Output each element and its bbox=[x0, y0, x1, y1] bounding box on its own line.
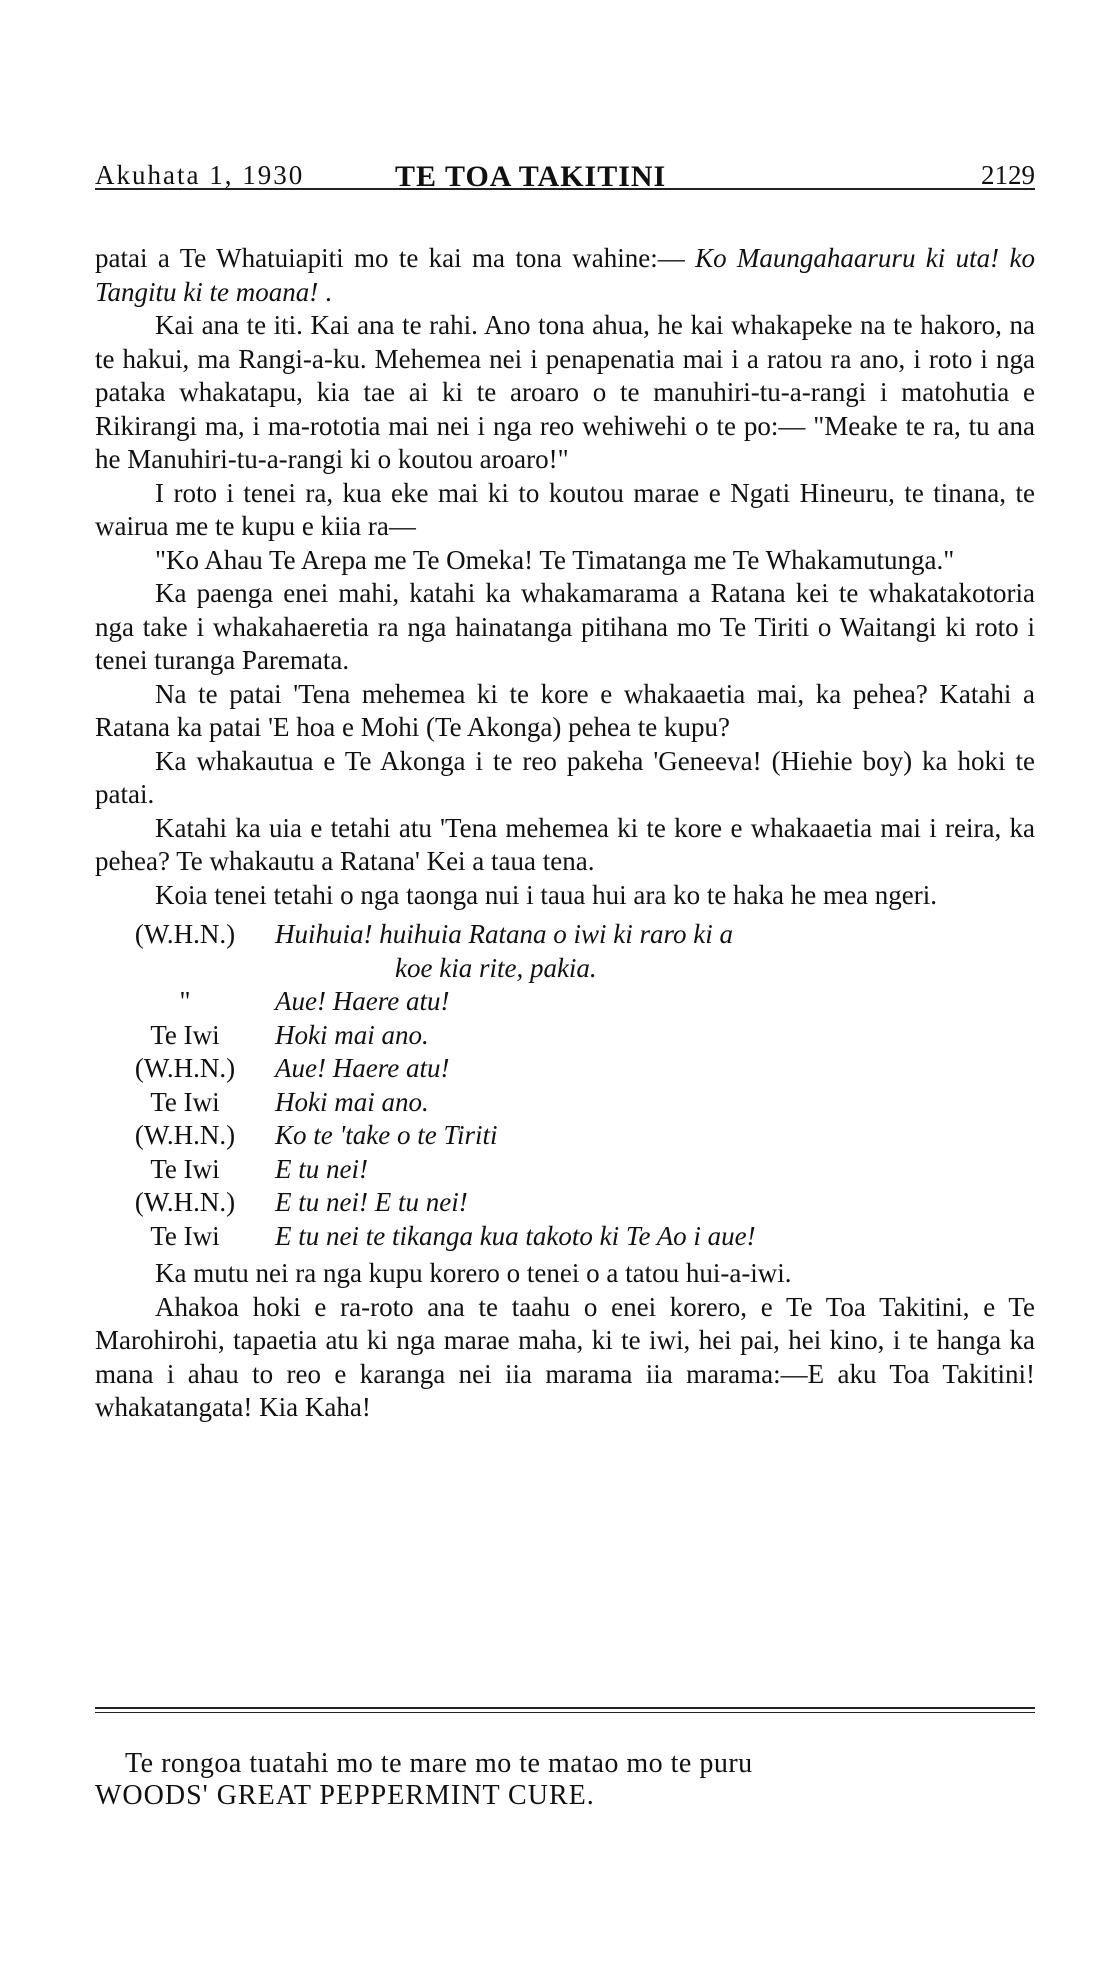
chant-line bbox=[95, 1019, 1035, 1053]
chant-line-continuation bbox=[95, 952, 1035, 986]
chant-speaker: Te Iwi bbox=[150, 1086, 220, 1117]
paragraph: Ka mutu nei ra nga kupu korero o tenei o a tatou hui-a-iwi. bbox=[155, 1258, 792, 1288]
paragraph-text: patai a Te Whatuiapiti mo te kai ma tona wahine:— bbox=[95, 243, 696, 273]
chant-text: Aue! Haere atu! bbox=[275, 1053, 450, 1083]
paragraph: Kai ana te iti. Kai ana te rahi. Ano tona ahua, he kai whakapeke na te hakoro, na te hakui, ma Rangi-a-ku. Mehemea nei i penapenatia mai i a ratou ra ano, i roto i nga pataka whakatapu, kia tae ai ki te aroaro o te manuhiri-tu-a-rangi i matohutia e Rikirangi ma, i ma-rototia mai nei i nga reo wehiwehi o te po:— "Meake te ra, tu ana he Manuhiri-tu-a-rangi ki o koutou aroaro!" bbox=[95, 310, 1035, 474]
paragraph: "Ko Ahau Te Arepa me Te Omeka! Te Timatanga me Te Whakamutunga." bbox=[155, 544, 955, 575]
chant-speaker: Te Iwi bbox=[150, 1220, 220, 1251]
chant-text: Aue! Haere atu! bbox=[275, 986, 450, 1016]
paragraph: Ahakoa hoki e ra-roto ana te taahu o enei korero, e Te Toa Takitini, e Te Marohirohi, tapaetia atu ki nga marae maha, ki te iwi, hei pai, hei kino, i te hanga ka mana i ahau to reo e karanga nei iia marama iia marama:—E aku Toa Takitini! whakatangata! Kia Kaha! bbox=[95, 1291, 1035, 1422]
advert-tagline: Te rongoa tuatahi mo te mare mo te matao mo te puru bbox=[125, 1748, 753, 1779]
issue-date: Akuhata 1, 1930 bbox=[95, 160, 305, 190]
page-header bbox=[95, 160, 1035, 200]
chant-line bbox=[95, 985, 1035, 1019]
publication-title: TE TOA TAKITINI bbox=[395, 160, 667, 193]
advert-product: WOODS' GREAT PEPPERMINT CURE. bbox=[95, 1780, 595, 1811]
haka-chant bbox=[95, 918, 1035, 1253]
section-divider bbox=[95, 1707, 1035, 1709]
advertisement bbox=[95, 1748, 1035, 1812]
chant-text: koe kia rite, pakia. bbox=[395, 952, 597, 983]
chant-text: E tu nei te tikanga kua takoto ki Te Ao i aue! bbox=[275, 1220, 756, 1251]
chant-speaker: (W.H.N.) bbox=[134, 1053, 236, 1083]
chant-speaker: (W.H.N.) bbox=[134, 919, 236, 949]
chant-speaker: " bbox=[179, 986, 191, 1016]
chant-line bbox=[95, 1220, 1035, 1254]
paragraph: Katahi ka uia e tetahi atu 'Tena mehemea ki te kore e whakaaetia mai i reira, ka pehea? Te whakautu a Ratana' Kei a taua tena. bbox=[95, 812, 1035, 876]
paragraph: Koia tenei tetahi o nga taonga nui i taua hui ara ko te haka he mea ngeri. bbox=[155, 879, 937, 910]
chant-text: E tu nei! E tu nei! bbox=[275, 1187, 468, 1217]
paragraph-text: . bbox=[318, 276, 332, 307]
chant-text: Hoki mai ano. bbox=[275, 1086, 429, 1117]
section-divider-thin bbox=[95, 1712, 1035, 1713]
chant-line bbox=[95, 1052, 1035, 1086]
paragraph bbox=[95, 242, 1035, 309]
paragraph-italic-text: Ko Maungahaaruru ki uta! ko Tangitu ki te moana! bbox=[95, 243, 1035, 307]
chant-speaker: (W.H.N.) bbox=[134, 1187, 236, 1217]
chant-speaker-blank bbox=[95, 952, 275, 986]
chant-speaker: Te Iwi bbox=[150, 1019, 220, 1050]
chant-text: E tu nei! bbox=[275, 1153, 368, 1184]
chant-text: Huihuia! huihuia Ratana o iwi ki raro ki a bbox=[275, 919, 733, 949]
paragraph: I roto i tenei ra, kua eke mai ki to koutou marae e Ngati Hineuru, te tinana, te wairua me te kupu e kiia ra— bbox=[95, 477, 1035, 541]
chant-speaker: Te Iwi bbox=[150, 1153, 220, 1184]
paragraph: Ka whakautua e Te Akonga i te reo pakeha 'Geneeva! (Hiehie boy) ka hoki te patai. bbox=[95, 745, 1035, 809]
chant-line bbox=[95, 1153, 1035, 1187]
chant-line bbox=[95, 1086, 1035, 1120]
chant-line bbox=[95, 1186, 1035, 1220]
chant-text: Hoki mai ano. bbox=[275, 1019, 429, 1050]
chant-text: Ko te 'take o te Tiriti bbox=[275, 1120, 498, 1150]
article-body bbox=[95, 242, 1035, 1425]
header-rule bbox=[95, 188, 1035, 190]
chant-speaker: (W.H.N.) bbox=[134, 1120, 236, 1150]
chant-line bbox=[95, 1119, 1035, 1153]
page-number: 2129 bbox=[981, 160, 1035, 190]
paragraph: Ka paenga enei mahi, katahi ka whakamarama a Ratana kei te whakatakotoria nga take i whakahaeretia ra nga hainatanga pitihana mo Te Tiriti o Waitangi ki roto i tenei turanga Paremata. bbox=[95, 578, 1035, 675]
chant-line bbox=[95, 918, 1035, 952]
paragraph: Na te patai 'Tena mehemea ki te kore e whakaaetia mai, ka pehea? Katahi a Ratana ka patai 'E hoa e Mohi (Te Akonga) pehea te kupu? bbox=[95, 678, 1035, 742]
